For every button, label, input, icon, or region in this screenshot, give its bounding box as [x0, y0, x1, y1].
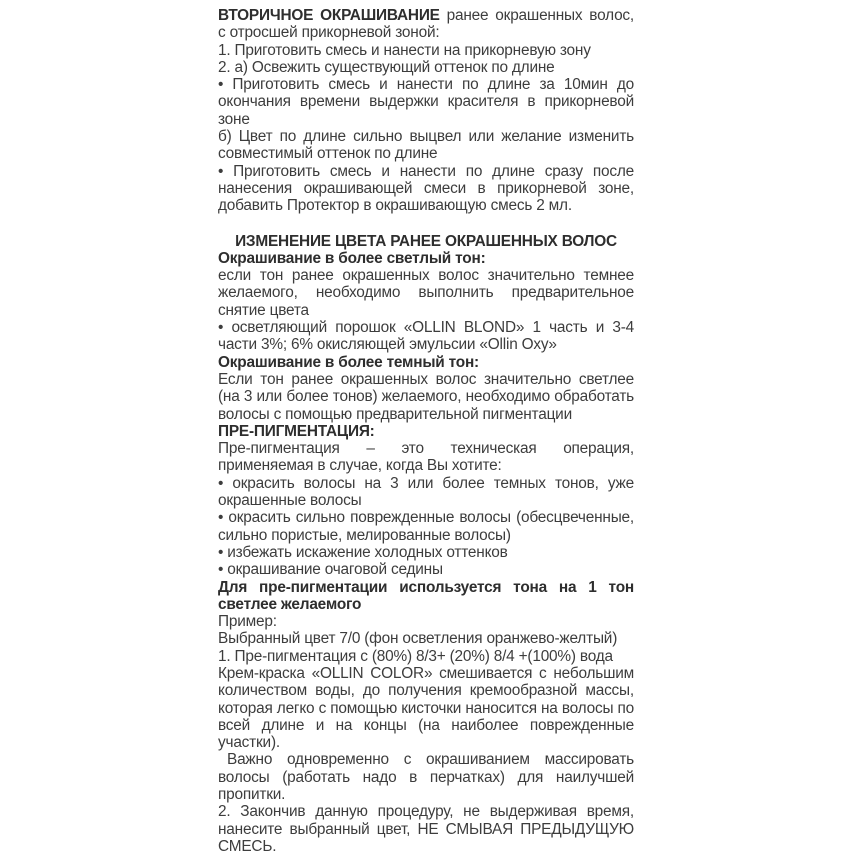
para-example-label: Пример:	[218, 613, 277, 631]
subheading-darker-tone: Окрашивание в более темный тон:	[218, 353, 479, 371]
para-final-step: 2. Закончив данную процедуру, не выдерживая время, нанесите выбранный цвет, НЕ СМЫВАЯ ПРЕДЫДУЩУЮ СМЕСЬ.	[218, 803, 634, 855]
subheading-lighter-tone: Окрашивание в более светлый тон:	[218, 249, 486, 267]
step-1: 1. Приготовить смесь и нанести на прикорневую зону	[218, 41, 591, 59]
bullet-damaged-hair: • окрасить сильно поврежденные волосы (обесцвеченные, сильно пористые, мелированные волосы)	[218, 509, 634, 544]
secondary-coloring-paragraph	[218, 7, 634, 42]
para-prepigmentation-intro: Пре-пигментация – это техническая операция, применяемая в случае, когда Вы хотите:	[218, 440, 634, 475]
para-massage-note: Важно одновременно с окрашиванием массировать волосы (работать надо в перчатках) для наилучшей пропитки.	[218, 751, 634, 804]
subheading-prepigmentation: ПРЕ-ПИГМЕНТАЦИЯ:	[218, 422, 375, 440]
para-prepigmentation-formula: 1. Пре-пигментация с (80%) 8/3+ (20%) 8/4 +(100%) вода	[218, 647, 613, 665]
para-darker-tone: Если тон ранее окрашенных волос значительно светлее (на 3 или более тонов) желаемого, необходимо обработать волосы с помощью предварительной пигментации	[218, 370, 634, 423]
bullet-cold-shades: • избежать искажение холодных оттенков	[218, 543, 508, 561]
bullet-apply-length-with-protector: • Приготовить смесь и нанести по длине сразу после нанесения окрашивающей смеси в прикорневой зоне, добавить Протектор в окрашивающую смесь 2 мл.	[218, 162, 634, 215]
secondary-coloring-text: ранее окрашенных волос, с отросшей прикорневой зоной:	[218, 7, 634, 42]
step-2a: 2. а) Освежить существующий оттенок по длине	[218, 58, 555, 76]
bullet-ollin-blond: • осветляющий порошок «OLLIN BLOND» 1 часть и 3-4 части 3%; 6% окисляющей эмульсии «Ollin Oxy»	[218, 319, 634, 354]
bullet-darker-3-tones: • окрасить волосы на 3 или более темных тонов, уже окрашенные волосы	[218, 474, 634, 510]
instruction-document	[218, 7, 634, 855]
para-cream-mixing: Крем-краска «OLLIN COLOR» смешивается с небольшим количеством воды, до получения кремообразной массы, которая легко с помощью кисточки наносится на волосы по всей длине и на концы (на наиболее поврежденные участки).	[218, 664, 634, 752]
para-lighter-tone: если тон ранее окрашенных волос значительно темнее желаемого, необходимо выполнить предварительное снятие цвета	[218, 267, 634, 319]
section-heading-color-change: ИЗМЕНЕНИЕ ЦВЕТА РАНЕЕ ОКРАШЕННЫХ ВОЛОС	[235, 232, 617, 250]
para-prepigmentation-rule: Для пре-пигментации используется тона на 1 тон светлее желаемого	[218, 578, 634, 613]
para-chosen-color: Выбранный цвет 7/0 (фон осветления оранжево-желтый)	[218, 630, 618, 648]
bullet-focal-gray: • окрашивание очаговой седины	[218, 561, 443, 579]
step-2b: б) Цвет по длине сильно выцвел или желание изменить совместимый оттенок по длине	[218, 128, 634, 163]
secondary-coloring-heading: ВТОРИЧНОЕ ОКРАШИВАНИЕ	[218, 7, 440, 24]
bullet-apply-length-before-end: • Приготовить смесь и нанести по длине за 10мин до окончания времени выдержки красителя в прикорневой зоне	[218, 76, 634, 128]
